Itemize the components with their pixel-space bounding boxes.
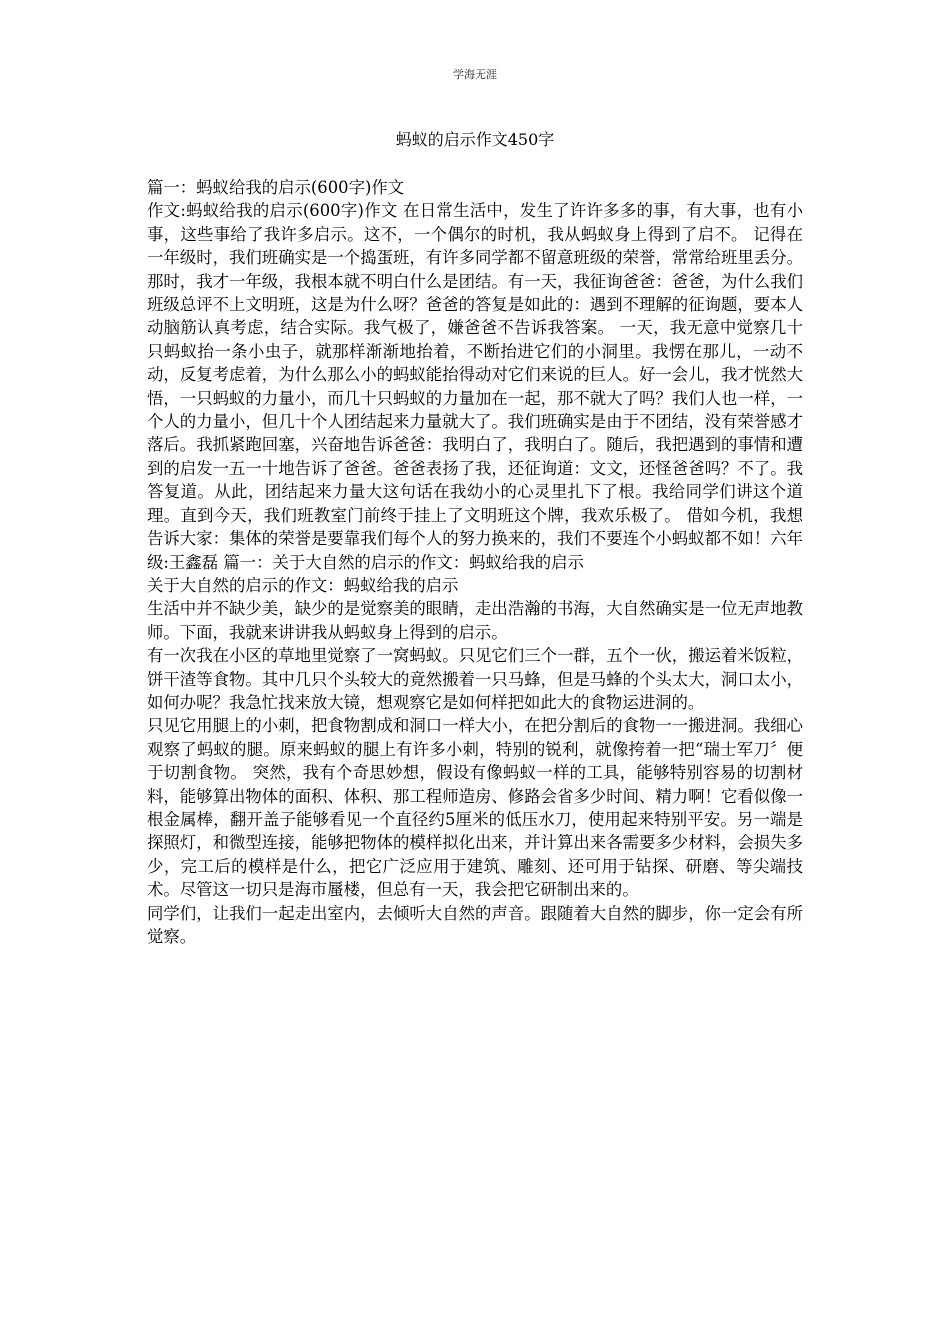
document-body <box>147 176 803 948</box>
paragraph-essay-1: 作文:蚂蚁给我的启示(600字)作文 在日常生活中，发生了许许多多的事，有大事，也有小事，这些事给了我许多启示。这不，一个偶尔的时机，我从蚂蚁身上得到了启不。 记得在一年级时，我们班确实是一个捣蛋班，有许多同学都不留意班级的荣誉，常常给班里丢分。那时，我才一年级，我根本就不明白什么是团结。有一天，我征询爸爸：爸爸，为什么我们班级总评不上文明班，这是为什么呀？爸爸的答复是如此的：遇到不理解的征询题，要本人动脑筋认真考虑，结合实际。我气极了，嫌爸爸不告诉我答案。 一天，我无意中觉察几十只蚂蚁抬一条小虫子，就那样渐渐地抬着，不断抬进它们的小洞里。我愣在那儿，一动不动，反复考虑着，为什么那么小的蚂蚁能抬得动对它们来说的巨人。好一会儿，我才恍然大悟，一只蚂蚁的力量小，而几十只蚂蚁的力量加在一起，那不就大了吗？我们人也一样，一个人的力量小，但几十个人团结起来力量就大了。我们班确实是由于不团结，没有荣誉感才落后。我抓紧跑回塞，兴奋地告诉爸爸：我明白了，我明白了。随后，我把遇到的事情和遭到的启发一五一十地告诉了爸爸。爸爸表扬了我，还征询道：文文，还怪爸爸吗？不了。我答复道。从此，团结起来力量大这句话在我幼小的心灵里扎下了根。我给同学们讲这个道理。直到今天，我们班教室门前终于挂上了文明班这个牌，我欢乐极了。 借如今机，我想告诉大家：集体的荣誉是要靠我们每个人的努力换来的，我们不要连个小蚂蚁都不如！六年级:王鑫磊 篇一：关于大自然的启示的作文：蚂蚁给我的启示 <box>147 201 803 572</box>
paragraph-intro: 生活中并不缺少美，缺少的是觉察美的眼睛，走出浩瀚的书海，大自然确实是一位无声地教师。下面，我就来讲讲我从蚂蚁身上得到的启示。 <box>147 599 803 642</box>
paragraph-heading-2: 关于大自然的启示的作文：蚂蚁给我的启示 <box>147 575 459 595</box>
paragraph-heading-1: 篇一：蚂蚁给我的启示(600字)作文 <box>147 178 405 197</box>
paragraph-observation: 只见它用腿上的小刺，把食物割成和洞口一样大小，在把分割后的食物一一搬进洞。我细心观察了蚂蚁的腿。原来蚂蚁的腿上有许多小刺，特别的锐利，就像挎着一把“瑞士军刀〞便于切割食物。 突然，我有个奇思妙想，假设有像蚂蚁一样的工具，能够特别容易的切割材料，能够算出物体的面积、体积、那工程师造房、修路会省多少时间、精力啊！它看似像一根金属棒，翻开盖子能够看见一个直径约5厘米的低压水刀，使用起来特别平安。另一端是探照灯，和微型连接，能够把物体的模样拟化出来，并计算出来各需要多少材料，会损失多少，完工后的模样是什么，把它广泛应用于建筑、雕刻、还可用于钻探、研磨、等尖端技术。尽管这一切只是海市蜃楼，但总有一天，我会把它研制出来的。 <box>147 716 803 900</box>
paragraph-discovery: 有一次我在小区的草地里觉察了一窝蚂蚁。只见它们三个一群，五个一伙，搬运着米饭粒，饼干渣等食物。其中几只个头较大的竟然搬着一只马蜂，但是马蜂的个头太大，洞口太小，如何办呢？我急忙找来放大镜，想观察它是如何样把如此大的食物运进洞的。 <box>147 646 803 712</box>
paragraph-conclusion: 同学们，让我们一起走出室内，去倾听大自然的声音。跟随着大自然的脚步，你一定会有所觉察。 <box>147 903 803 946</box>
document-title: 蚂蚁的启示作文450字 <box>395 130 555 149</box>
page-header: 学海无涯 <box>453 68 497 81</box>
